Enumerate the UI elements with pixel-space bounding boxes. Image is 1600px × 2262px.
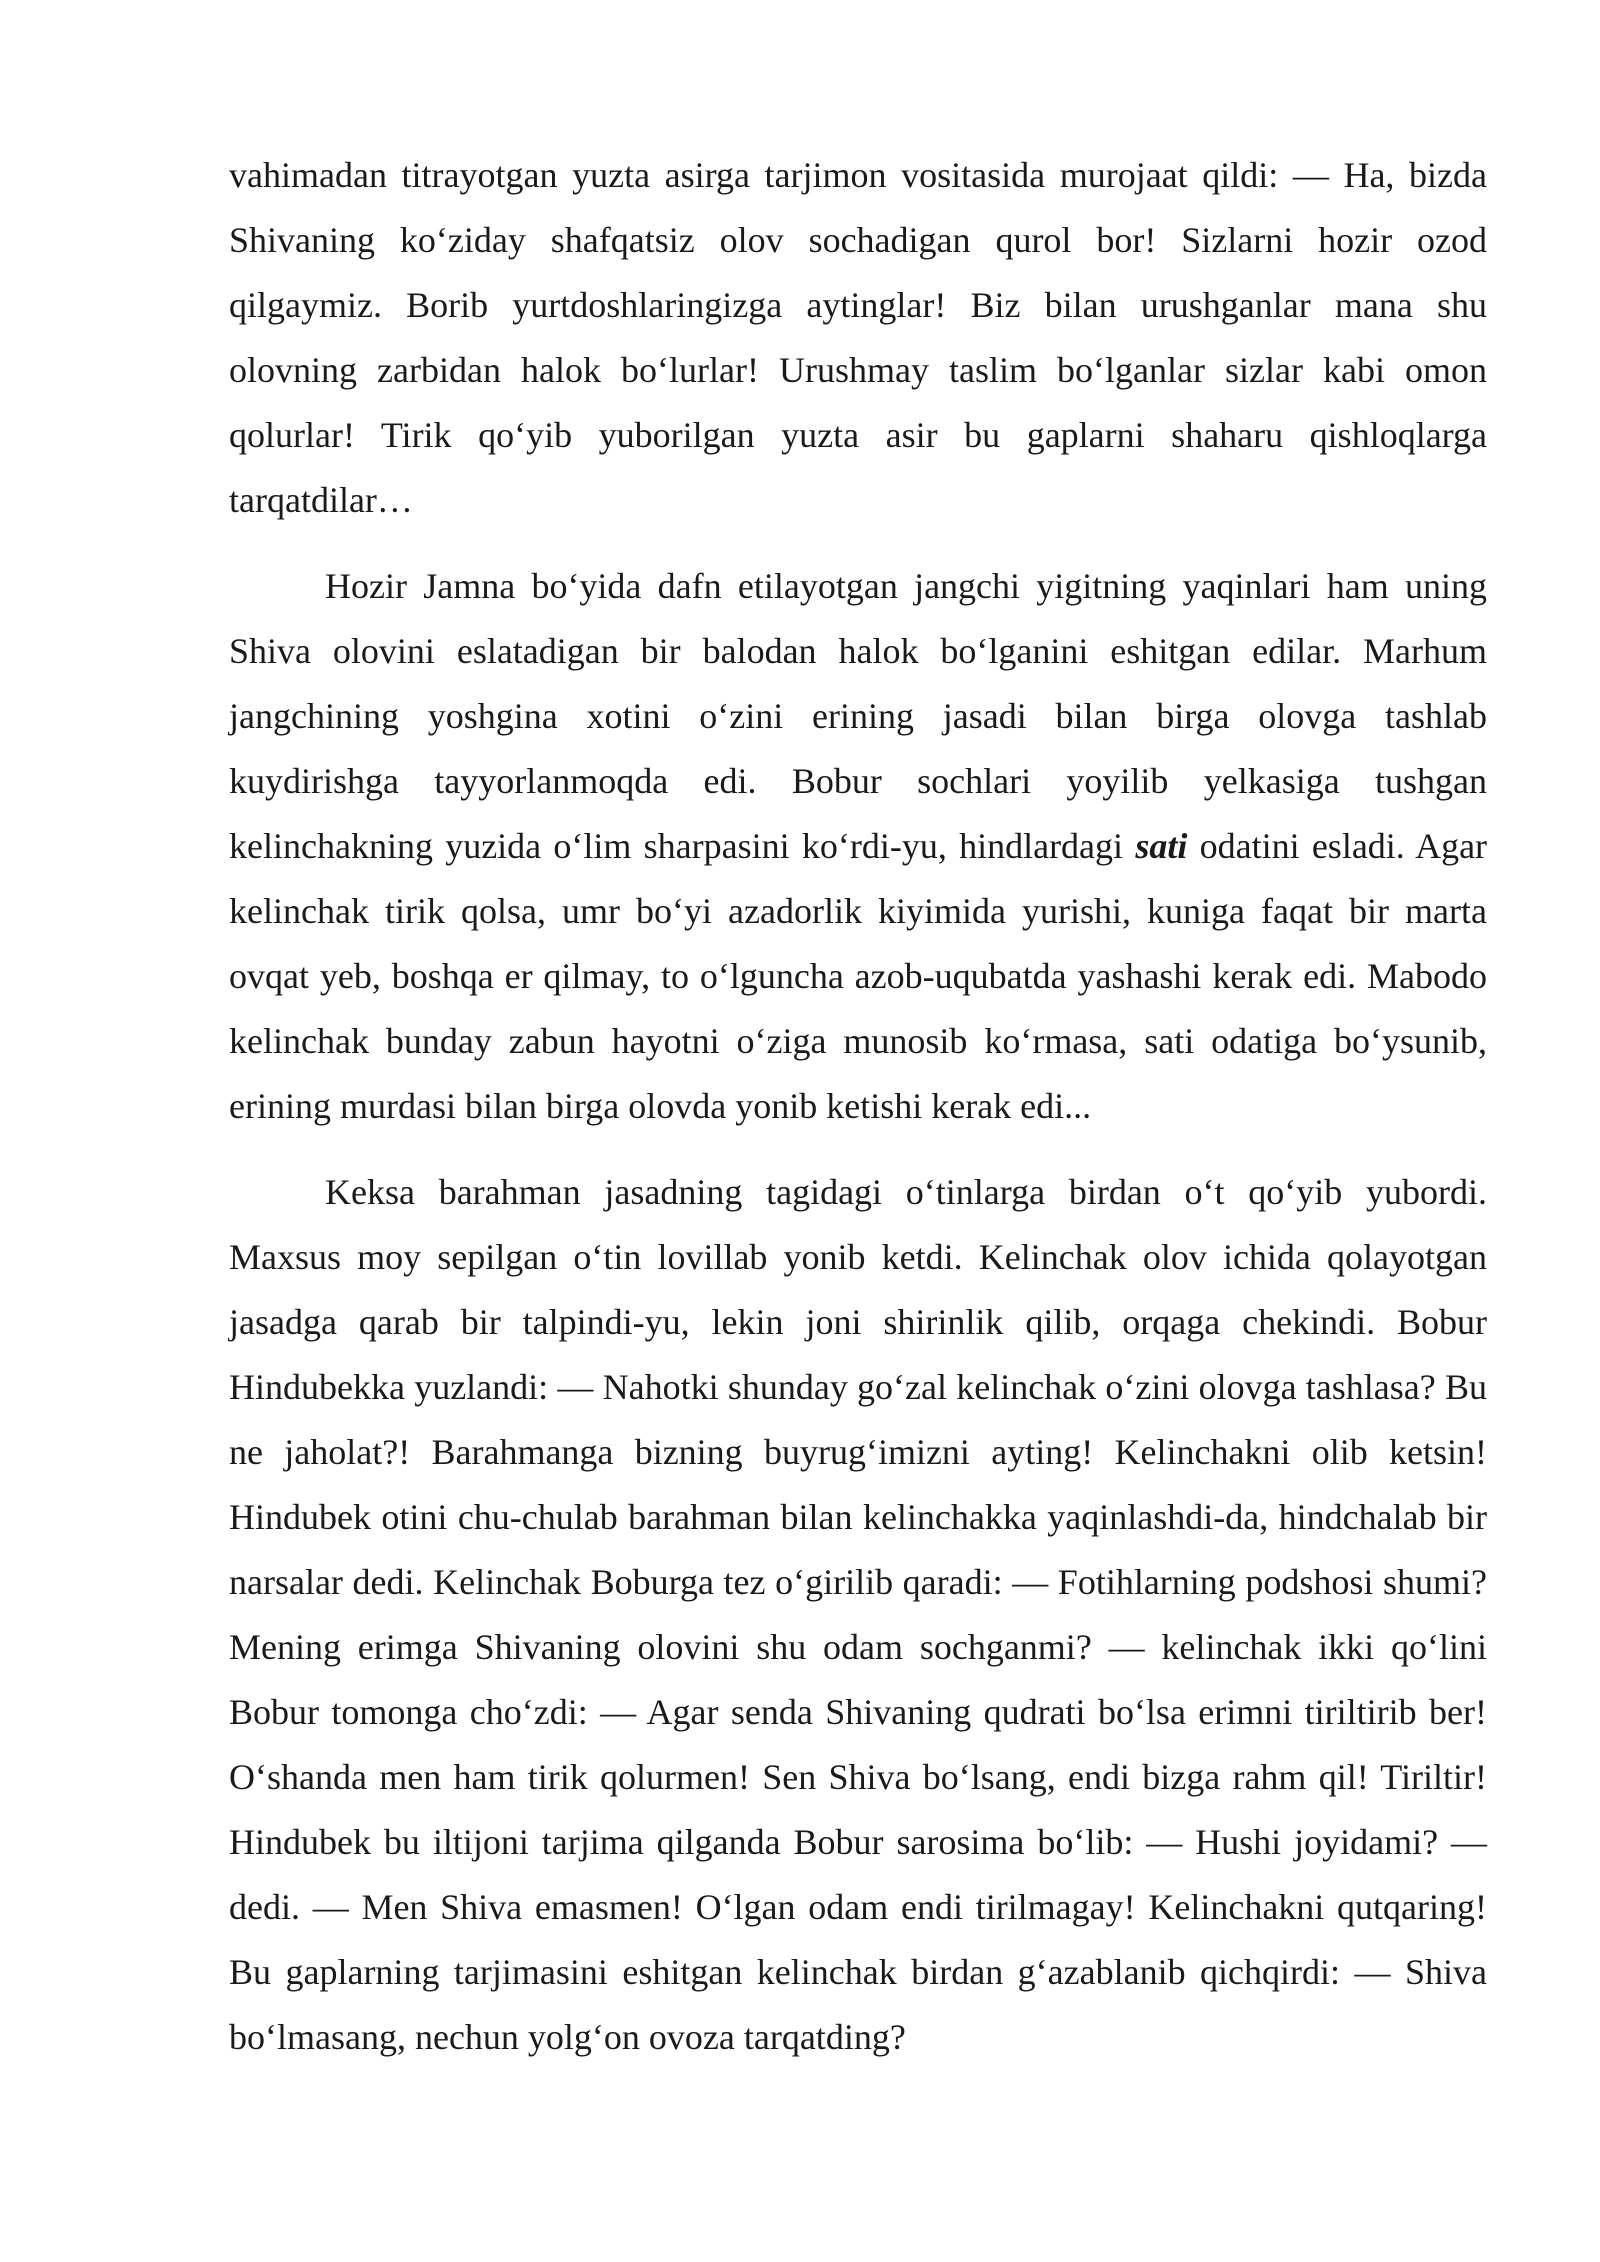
paragraph-2-text-before: Hozir Jamna bo‘yida dafn etilayotgan jangchi yigitning yaqinlari ham uning Shiva olovini eslatadigan bir balodan halok bo‘lganini eshitgan edilar. Marhum jangchining yoshgina xotini o‘zini erining jasadi bilan birga olovga tashlab kuydirishga tayyorlanmoqda edi. Bobur sochlari yoyilib yelkasiga tushgan kelinchakning yuzida o‘lim sharpasini ko‘rdi-yu, hindlardagi: [229, 566, 1487, 866]
paragraph-2-text-after: odatini esladi. Agar kelinchak tirik qolsa, umr bo‘yi azadorlik kiyimida yurishi, kuniga faqat bir marta ovqat yeb, boshqa er qilmay, to o‘lguncha azob-uqubatda yashashi kerak edi. Mabodo kelinchak bunday zabun hayotni o‘ziga munosib ko‘rmasa, sati odatiga bo‘ysunib, erining murdasi bilan birga olovda yonib ketishi kerak edi...: [229, 826, 1488, 1126]
paragraph-3-text: Keksa barahman jasadning tagidagi o‘tinlarga birdan o‘t qo‘yib yubordi. Maxsus moy sepilgan o‘tin lovillab yonib ketdi. Kelinchak olov ichida qolayotgan jasadga qarab bir talpindi-yu, lekin joni shirinlik qilib, orqaga chekindi. Bobur Hindubekka yuzlandi: — Nahotki shunday go‘zal kelinchak o‘zini olovga tashlasa? Bu ne jaholat?! Barahmanga bizning buyrug‘imizni ayting! Kelinchakni olib ketsin! Hindubek otini chu-chulab barahman bilan kelinchakka yaqinlashdi-da, hindchalab bir narsalar dedi. Kelinchak Boburga tez o‘girilib qaradi: — Fotihlarning podshosi shumi? Mening erimga Shivaning olovini shu odam sochganmi? — kelinchak ikki qo‘lini Bobur tomonga cho‘zdi: — Agar senda Shivaning qudrati bo‘lsa erimni tiriltirib ber! O‘shanda men ham tirik qolurmen! Sen Shiva bo‘lsang, endi bizga rahm qil! Tiriltir! Hindubek bu iltijoni tarjima qilganda Bobur sarosima bo‘lib: — Hushi joyidami? — dedi. — Men Shiva emasmen! O‘lgan odam endi tirilmagay! Kelinchakni qutqaring! Bu gaplarning tarjimasini eshitgan kelinchak birdan g‘azablanib qichqirdi: — Shiva bo‘lmasang, nechun yolg‘on ovoza tarqatding?: [229, 1172, 1487, 2057]
paragraph-1-text: vahimadan titrayotgan yuzta asirga tarjimon vositasida murojaat qildi: — Ha, bizda Shivaning ko‘ziday shafqatsiz olov sochadigan qurol bor! Sizlarni hozir ozod qilgaymiz. Borib yurtdoshlaringizga aytinglar! Biz bilan urushganlar mana shu olovning zarbidan halok bo‘lurlar! Urushmay taslim bo‘lganlar sizlar kabi omon qolurlar! Tirik qo‘yib yuborilgan yuzta asir bu gaplarni shaharu qishloqlarga tarqatdilar…: [229, 155, 1487, 520]
body-text: [229, 143, 1487, 2070]
paragraph-3: [229, 1160, 1487, 2070]
paragraph-2-emphasis-sati: sati: [1135, 826, 1188, 866]
paragraph-2: [229, 554, 1487, 1139]
paragraph-1: [229, 143, 1487, 533]
